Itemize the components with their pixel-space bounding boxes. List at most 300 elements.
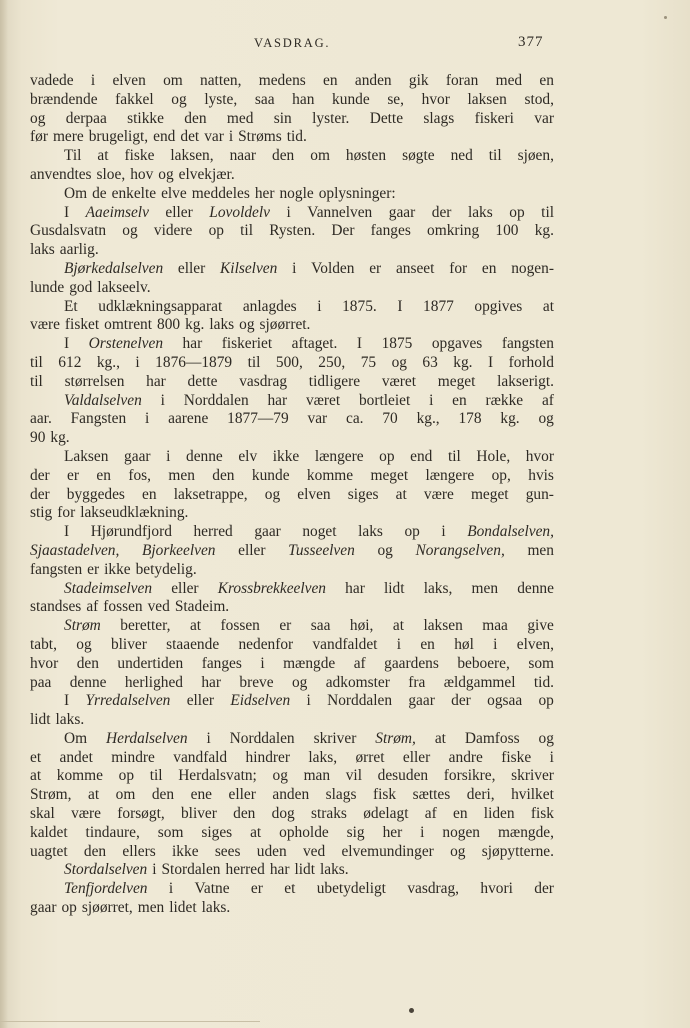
- text-line: [30, 448, 554, 467]
- text-line: [30, 636, 554, 655]
- word: at: [392, 617, 404, 635]
- word: kunde: [251, 466, 290, 484]
- word: 500,: [275, 353, 303, 371]
- word: men: [168, 466, 195, 484]
- text-line: [30, 617, 554, 636]
- italic-word: Norangselven,: [415, 541, 505, 559]
- word: 1875.: [342, 297, 377, 315]
- word: opgaves: [431, 335, 483, 353]
- word: op: [379, 447, 395, 465]
- word: bliver: [110, 635, 147, 653]
- word: Strøms: [238, 128, 282, 146]
- word: noget: [302, 523, 337, 541]
- word: uagtet: [30, 842, 68, 860]
- word: lunde: [30, 278, 65, 296]
- word: natten,: [200, 72, 242, 89]
- word: I: [488, 353, 494, 371]
- word: komme: [306, 466, 354, 484]
- word: fanges: [370, 222, 411, 240]
- word: og: [264, 485, 281, 503]
- word: i: [429, 391, 434, 409]
- text-line: [30, 110, 554, 129]
- italic-word: Herdalselven: [106, 729, 188, 747]
- word: en: [452, 391, 467, 409]
- word: anden: [272, 786, 310, 804]
- word: ikke: [104, 560, 131, 578]
- word: fakkel: [115, 90, 154, 108]
- word: Herdalsvatn;: [178, 767, 257, 785]
- text-line: [30, 767, 554, 786]
- text-line: [30, 279, 554, 298]
- word: ubetydeligt: [316, 880, 386, 898]
- italic-word: Bjorkeelven: [141, 541, 216, 559]
- word: en: [420, 635, 435, 653]
- italic-word: Bondalselven,: [467, 523, 554, 541]
- text-line: [30, 805, 554, 824]
- text-line: [30, 72, 554, 91]
- word: siges: [347, 485, 379, 503]
- word: er: [279, 617, 292, 635]
- word: gaar: [124, 447, 151, 465]
- word: sees: [214, 842, 241, 860]
- word: den: [212, 466, 235, 484]
- word: elvemundinger: [341, 842, 434, 860]
- word: at: [88, 786, 100, 804]
- word: kg.: [534, 222, 554, 240]
- word: uden: [256, 842, 287, 860]
- word: til: [247, 353, 261, 371]
- text-line: [30, 542, 554, 561]
- word: men: [137, 899, 165, 917]
- word: være: [30, 316, 60, 334]
- word: men: [471, 579, 499, 597]
- word: brugeligt,: [88, 128, 149, 146]
- word: brændende: [30, 90, 98, 108]
- text-line: [30, 504, 554, 523]
- word: og: [538, 410, 554, 428]
- word: og: [76, 635, 92, 653]
- word: ved: [302, 842, 326, 860]
- word: i: [549, 748, 554, 766]
- text-line: [30, 316, 554, 335]
- word: op: [118, 767, 135, 785]
- word: enkelte: [111, 184, 157, 202]
- word: vasdrag,: [407, 880, 460, 898]
- word: en: [96, 466, 111, 484]
- word: naar: [229, 147, 257, 165]
- word: undertiden: [117, 654, 184, 672]
- word: foran: [445, 72, 479, 89]
- word: byggedes: [66, 485, 125, 503]
- word: i: [90, 72, 96, 89]
- word: kaldet: [30, 823, 68, 841]
- word: vasdrag: [239, 372, 288, 390]
- word: i: [135, 353, 140, 371]
- word: har: [201, 673, 222, 691]
- word: fiske: [501, 748, 532, 766]
- word: laksen,: [170, 147, 214, 165]
- word: høsten: [345, 147, 387, 165]
- word: en: [323, 72, 338, 89]
- word: i: [317, 297, 322, 315]
- word: eller: [171, 579, 199, 597]
- word: hvilket: [511, 786, 554, 804]
- word: meget: [470, 485, 509, 503]
- word: Volden: [311, 259, 355, 277]
- word: i: [396, 635, 402, 653]
- word: paa: [30, 673, 52, 691]
- word: laks.: [201, 899, 231, 917]
- word: 70: [382, 410, 398, 428]
- word: for: [57, 504, 76, 522]
- word: gaar: [408, 692, 435, 710]
- word: og: [122, 222, 138, 240]
- word: elven: [297, 485, 331, 503]
- word: fanges: [201, 654, 242, 672]
- text-line: [30, 335, 554, 354]
- word: 100: [495, 222, 519, 240]
- word: adkomster: [325, 673, 390, 691]
- text-line: [30, 91, 554, 110]
- word: i: [166, 447, 171, 465]
- word: i: [286, 203, 291, 221]
- word: Hjørundfjord: [90, 523, 172, 541]
- word: lyste,: [204, 90, 238, 108]
- word: kg.: [500, 410, 520, 428]
- word: høi,: [349, 617, 374, 635]
- word: maa: [482, 617, 508, 635]
- text-line: [30, 674, 554, 693]
- word: kunde: [332, 90, 370, 108]
- word: bliver: [180, 805, 217, 823]
- text-line: [30, 899, 554, 918]
- word: en: [142, 485, 157, 503]
- word: skal: [30, 805, 55, 823]
- word: se,: [387, 90, 404, 108]
- word: er: [67, 466, 80, 484]
- text-line: [30, 824, 554, 843]
- word: op: [208, 222, 224, 240]
- word: slags: [325, 786, 357, 804]
- word: mængde: [283, 654, 336, 672]
- word: ene: [190, 786, 212, 804]
- word: 250,: [318, 353, 346, 371]
- word: og: [377, 541, 393, 559]
- text-line: [30, 692, 554, 711]
- word: stikke: [127, 109, 164, 127]
- word: laks,: [423, 579, 453, 597]
- word: anlagdes: [242, 297, 297, 315]
- word: til: [30, 353, 43, 371]
- word: give: [527, 617, 554, 635]
- word: 90: [30, 429, 46, 447]
- word: ned: [450, 147, 473, 165]
- word: desuden: [377, 767, 429, 785]
- word: elven,: [516, 635, 554, 653]
- word: det: [180, 128, 200, 146]
- word: de: [92, 184, 107, 202]
- word: med: [226, 109, 254, 127]
- text-line: [30, 410, 554, 429]
- text-line: [30, 260, 554, 279]
- italic-word: Lovoldelv: [209, 203, 270, 221]
- word: er: [87, 560, 100, 578]
- word: meget: [437, 372, 476, 390]
- text-line: [30, 241, 554, 260]
- word: elv: [238, 447, 258, 465]
- text-line: [30, 373, 554, 392]
- word: 800: [157, 316, 181, 334]
- word: kg.: [185, 316, 205, 334]
- word: at: [395, 485, 407, 503]
- text-line: [30, 204, 554, 223]
- word: til: [541, 203, 554, 221]
- word: og: [158, 165, 174, 183]
- word: I: [64, 203, 70, 221]
- word: lakseelv.: [97, 278, 151, 296]
- word: fos,: [128, 466, 151, 484]
- italic-word: Eidselven: [230, 692, 291, 710]
- word: laksetrappe,: [173, 485, 248, 503]
- word: straks: [311, 805, 347, 823]
- word: stig: [30, 504, 53, 522]
- word: gaardens: [384, 654, 439, 672]
- word: et: [284, 880, 296, 898]
- word: aftaget.: [291, 335, 338, 353]
- word: tindaure,: [85, 823, 140, 841]
- word: om: [115, 786, 136, 804]
- word: fisket: [64, 316, 100, 334]
- word: af: [353, 654, 366, 672]
- word: man: [303, 767, 331, 785]
- word: anvendtes: [30, 165, 92, 183]
- word: den: [272, 147, 295, 165]
- word: skriver: [511, 767, 554, 785]
- word: sættes: [412, 786, 451, 804]
- word: kg.,: [416, 410, 440, 428]
- word: eller: [228, 786, 256, 804]
- word: mere: [52, 128, 84, 146]
- word: er: [250, 880, 263, 898]
- word: slags: [423, 109, 455, 127]
- word: Stadeim.: [174, 598, 230, 616]
- word: og: [291, 673, 308, 691]
- word: kg.,: [96, 353, 120, 371]
- word: vandfaldet: [312, 635, 378, 653]
- word: denne: [186, 447, 223, 465]
- word: den: [184, 109, 207, 127]
- word: at: [30, 767, 42, 785]
- word: beboere,: [457, 654, 510, 672]
- word: at: [189, 617, 202, 635]
- word: I: [64, 335, 70, 353]
- word: eller: [238, 541, 266, 559]
- word: elvekjær.: [178, 165, 235, 183]
- word: sjøørret,: [81, 899, 133, 917]
- word: lakserigt.: [497, 372, 554, 390]
- word: saa: [254, 90, 275, 108]
- text-line: [30, 222, 554, 241]
- word: at: [97, 147, 109, 165]
- text-line: [30, 749, 554, 768]
- word: hvor: [525, 447, 554, 465]
- text-line: [30, 730, 554, 749]
- word: hvori: [480, 880, 513, 898]
- word: standses: [30, 598, 82, 616]
- word: gaar: [30, 899, 57, 917]
- word: i: [145, 410, 150, 428]
- word: i: [152, 861, 157, 879]
- printer-mark: [409, 1008, 414, 1013]
- word: videre: [153, 222, 193, 240]
- word: 1875: [381, 335, 413, 353]
- word: eller: [177, 259, 206, 277]
- word: var: [307, 410, 328, 428]
- binding-shadow: [0, 0, 8, 1028]
- word: opgives: [474, 297, 523, 315]
- word: laks.: [320, 861, 349, 879]
- word: I: [64, 523, 70, 541]
- word: en: [453, 805, 468, 823]
- word: størrelsen: [64, 372, 125, 390]
- word: Vannelven: [307, 203, 373, 221]
- word: en: [539, 72, 554, 89]
- word: nedenfor: [238, 635, 294, 653]
- word: fiske: [124, 147, 155, 165]
- page-header: [0, 36, 690, 56]
- word: hindrer: [245, 748, 290, 766]
- word: tid.: [533, 673, 554, 691]
- word: Hole,: [476, 447, 511, 465]
- word: nogle: [279, 184, 314, 202]
- word: 1877: [423, 297, 454, 315]
- word: tidligere: [308, 372, 361, 390]
- word: opholde: [279, 823, 329, 841]
- word: der: [30, 466, 50, 484]
- word: ikke: [272, 447, 300, 465]
- word: laks: [209, 316, 235, 334]
- word: og: [30, 109, 46, 127]
- word: der: [534, 880, 554, 898]
- word: laksen: [467, 90, 507, 108]
- word: fangsten: [30, 560, 83, 578]
- word: i: [292, 259, 297, 277]
- word: men: [527, 541, 554, 559]
- word: meget: [370, 466, 409, 484]
- word: laks.: [55, 711, 85, 729]
- word: i: [260, 654, 265, 672]
- word: Norddalen: [183, 391, 249, 409]
- word: tabt,: [30, 635, 57, 653]
- word: hov: [130, 165, 154, 183]
- word: være: [71, 805, 101, 823]
- word: sjøpytterne.: [481, 842, 554, 860]
- word: laks: [358, 523, 383, 541]
- word: Laksen: [64, 447, 109, 465]
- word: gun-: [525, 485, 554, 503]
- word: med: [495, 72, 523, 89]
- word: fra: [408, 673, 426, 691]
- word: lidt: [294, 861, 315, 879]
- page-number: 377: [518, 34, 544, 50]
- word: I: [397, 297, 403, 315]
- word: bortleiet: [358, 391, 411, 409]
- word: god: [69, 278, 93, 296]
- word: komme: [56, 767, 103, 785]
- word: der: [451, 692, 471, 710]
- word: end: [153, 128, 176, 146]
- word: har: [182, 335, 203, 353]
- word: før: [30, 128, 48, 146]
- word: Rysten.: [269, 222, 316, 240]
- word: Damfoss: [464, 729, 520, 747]
- text-line: [30, 354, 554, 373]
- text-line: [30, 147, 554, 166]
- word: et: [30, 748, 42, 766]
- word: i: [168, 880, 174, 898]
- word: været: [381, 372, 417, 390]
- word: og: [239, 316, 255, 334]
- word: vadede: [30, 72, 74, 89]
- word: elve: [161, 184, 187, 202]
- running-head: VASDRAG.: [254, 36, 331, 50]
- italic-word: Bjørkedalselven: [64, 259, 164, 277]
- word: laksen: [423, 617, 463, 635]
- word: vil: [345, 767, 362, 785]
- word: Der: [331, 222, 355, 240]
- word: Norddalen: [327, 692, 393, 710]
- word: og: [538, 729, 554, 747]
- word: ikke: [172, 842, 199, 860]
- word: ca.: [346, 410, 364, 428]
- word: til: [447, 447, 461, 465]
- word: han: [292, 90, 315, 108]
- word: i: [420, 823, 425, 841]
- word: fisk: [373, 786, 397, 804]
- text-line: [30, 298, 554, 317]
- word: og: [450, 842, 466, 860]
- word: ogsaa: [487, 692, 523, 710]
- word: anden: [354, 72, 392, 89]
- bottom-rule: [0, 1021, 260, 1022]
- word: gik: [408, 72, 429, 89]
- word: hvis: [528, 466, 554, 484]
- word: betydelig.: [135, 560, 197, 578]
- italic-word: Orstenelven: [88, 335, 164, 353]
- text-line: [30, 843, 554, 862]
- text-line: [30, 598, 554, 617]
- body-text: [30, 72, 554, 918]
- word: her: [254, 184, 275, 202]
- word: herlighed: [124, 673, 183, 691]
- word: af: [424, 805, 437, 823]
- italic-word: Kilselven: [220, 259, 278, 277]
- word: aar.: [30, 410, 52, 428]
- italic-word: Strøm,: [375, 729, 416, 747]
- word: lidet: [169, 899, 197, 917]
- word: fossen: [103, 598, 143, 616]
- italic-word: Valdalselven: [64, 391, 142, 409]
- word: 1876—1879: [155, 353, 233, 371]
- word: om: [310, 147, 330, 165]
- word: i: [206, 729, 211, 747]
- italic-word: Strøm: [64, 617, 101, 635]
- italic-word: Tusseelven: [288, 541, 355, 559]
- word: saa: [310, 617, 331, 635]
- word: kg.: [50, 429, 70, 447]
- word: forsikre,: [443, 767, 496, 785]
- word: længere: [425, 466, 475, 484]
